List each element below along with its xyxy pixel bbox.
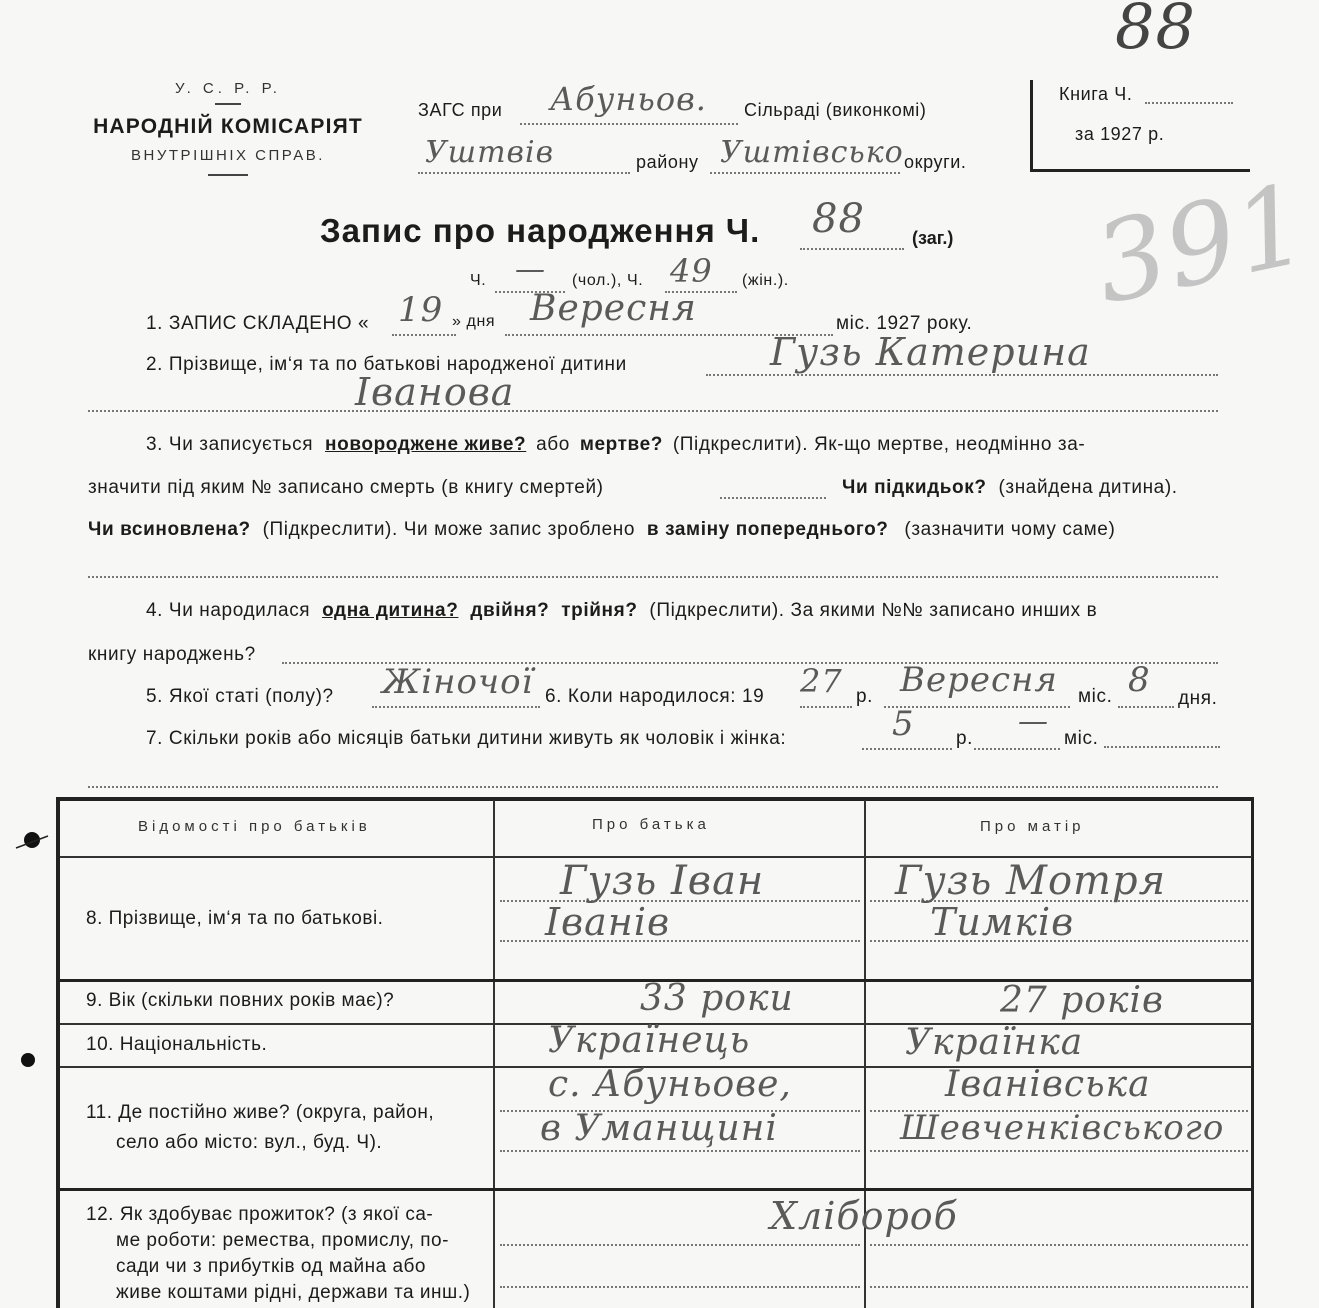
- row12-label-1: 12. Як здобуває прожиток? (з якої са-: [86, 1204, 434, 1225]
- zags-prefix: ЗАГС при: [418, 100, 503, 120]
- mother-nationality: Українка: [905, 1022, 1084, 1063]
- handwritten-day: 19: [398, 290, 444, 330]
- council-label: Сільраді (виконкомі): [744, 100, 927, 120]
- handwritten-record-number: 88: [812, 196, 865, 242]
- dotted-line: [88, 410, 1218, 412]
- father-residence-2: в Уманщині: [540, 1108, 778, 1149]
- item3-line3: [88, 519, 1115, 541]
- header-left: [78, 80, 378, 176]
- dotted-line: [1145, 102, 1233, 104]
- handwritten-months-married: —: [1018, 704, 1049, 739]
- total-suffix: (заг.): [912, 228, 954, 248]
- item3-label: 3. Чи записується: [146, 434, 314, 455]
- months-suffix: міс.: [1064, 728, 1099, 749]
- dotted-line: [520, 123, 738, 125]
- handwritten-village: Абуньов.: [550, 80, 707, 118]
- adopted-option: Чи всиновлена?: [88, 519, 251, 540]
- dotted-line: [800, 248, 904, 250]
- single-option: одна дитина?: [322, 600, 459, 621]
- row12-label-4: живе коштами рідні, держави та инш.): [116, 1282, 471, 1303]
- dotted-line: [706, 374, 1218, 376]
- row9-label: 9. Вік (скільки повних років має)?: [86, 990, 395, 1011]
- record-title: Запис про народження Ч.: [320, 212, 761, 249]
- mother-age: 27 років: [1000, 980, 1164, 1021]
- raion-label: району: [636, 152, 699, 172]
- row11-label-1: 11. Де постійно живе? (округа, район,: [86, 1102, 435, 1123]
- dotted-line: [500, 1244, 860, 1246]
- item7-label: 7. Скільки років або місяців батьки дитини живуть як чоловік і жінка:: [146, 728, 787, 749]
- ink-blot: [18, 1048, 48, 1078]
- item1-label: 1. ЗАПИС СКЛАДЕНО «: [146, 313, 370, 334]
- dotted-line: [870, 1150, 1248, 1152]
- col-header-mother: Про матір: [980, 818, 1085, 835]
- commissariat-title: НАРОДНІЙ КОМІСАРІЯТ: [93, 115, 363, 138]
- dotted-line: [974, 748, 1060, 750]
- item4-line1: [146, 600, 1097, 622]
- department-title: ВНУТРІШНІХ СПРАВ.: [131, 147, 325, 164]
- row11-label-2: село або місто: вул., буд. Ч).: [116, 1132, 383, 1153]
- or-label: або: [536, 434, 570, 455]
- dead-option: мертве?: [579, 434, 663, 455]
- mother-patronymic: Тимків: [930, 900, 1075, 944]
- triplets-option: трійня?: [561, 600, 638, 621]
- handwritten-okruha: Уштівсько: [720, 135, 904, 170]
- dotted-line: [800, 706, 852, 708]
- handwritten-male-count: —: [515, 252, 546, 287]
- mother-residence-1: Іванівська: [945, 1064, 1151, 1105]
- father-patronymic: Іванів: [545, 900, 671, 944]
- twins-option: двійня?: [470, 600, 550, 621]
- row8-label: 8. Прізвище, ім‘я та по батькові.: [86, 908, 384, 929]
- dotted-line: [500, 1286, 860, 1288]
- row10-label: 10. Національність.: [86, 1034, 268, 1055]
- year-suffix: р.: [856, 686, 874, 707]
- dotted-line: [88, 786, 1218, 788]
- faint-stamp-number: 391: [1084, 159, 1319, 329]
- dotted-line: [1118, 706, 1174, 708]
- item5-label: 5. Якої статі (полу)?: [146, 686, 334, 707]
- month-suffix: міс.: [1078, 686, 1113, 707]
- col-header-parents: Відомості про батьків: [138, 818, 371, 835]
- handwritten-birth-month: Вересня: [900, 660, 1058, 700]
- book-label: Книга Ч.: [1059, 84, 1133, 104]
- dotted-line: [392, 334, 456, 336]
- divider: [208, 174, 248, 176]
- item3-line3-tail: (зазначити чому саме): [904, 519, 1116, 540]
- item3-line2-right: [842, 477, 1178, 499]
- handwritten-years-married: 5: [892, 704, 915, 744]
- divider: [215, 103, 241, 105]
- years-suffix: р.: [956, 728, 974, 749]
- handwritten-sex: Жіночої: [382, 662, 534, 702]
- state-abbr: У. С. Р. Р.: [175, 80, 281, 97]
- item1-day-label: » дня: [452, 313, 496, 330]
- dotted-line: [720, 497, 826, 499]
- alive-option: новороджене живе?: [325, 434, 527, 455]
- dotted-line: [870, 1244, 1248, 1246]
- row12-label-3: сади чи з прибутків од майна або: [116, 1256, 426, 1277]
- dotted-line: [500, 1150, 860, 1152]
- item3-line1: [146, 434, 1085, 456]
- item1-tail: міс. 1927 року.: [836, 313, 973, 334]
- okruha-label: округи.: [904, 152, 967, 172]
- mother-name: Гузь Мотря: [895, 858, 1167, 904]
- father-age: 33 роки: [640, 978, 794, 1019]
- item3-tail: (Підкреслити). Як-що мертве, неодмінно за-: [672, 434, 1086, 455]
- mother-occupation: Хлібороб: [770, 1194, 958, 1238]
- male-prefix: Ч.: [470, 272, 487, 289]
- father-nationality: Українець: [548, 1020, 751, 1061]
- ink-blot: [10, 822, 50, 862]
- handwritten-month: Вересня: [530, 288, 697, 329]
- item4-line2: книгу народжень?: [88, 644, 256, 665]
- handwritten-child-patronymic: Іванова: [355, 370, 515, 414]
- father-name: Гузь Іван: [560, 858, 765, 904]
- corner-handwritten-number: 88: [1115, 0, 1196, 63]
- dotted-line: [870, 1286, 1248, 1288]
- handwritten-child-name: Гузь Катерина: [770, 330, 1091, 374]
- mother-residence-2: Шевченківського: [900, 1108, 1225, 1148]
- table-divider: [60, 1188, 1252, 1191]
- male-label: (чол.), Ч.: [572, 272, 644, 289]
- dotted-line: [862, 748, 952, 750]
- item4-tail: (Підкреслити). За якими №№ записано инших в: [649, 600, 1098, 621]
- book-box: [1030, 80, 1250, 172]
- dotted-line: [1104, 746, 1220, 748]
- col-header-father: Про батька: [592, 816, 710, 833]
- day-suffix: дня.: [1178, 688, 1218, 709]
- female-label: (жін.).: [742, 272, 789, 289]
- item3-line2-label: значити під яким № записано смерть (в книгу смертей): [88, 477, 604, 498]
- handwritten-raion: Уштвів: [425, 135, 555, 170]
- dotted-line: [710, 172, 900, 174]
- dotted-line: [88, 576, 1218, 578]
- dotted-line: [418, 172, 630, 174]
- item2-label: 2. Прізвище, ім‘я та по батькові народженої дитини: [146, 354, 627, 375]
- book-year: за 1927 р.: [1075, 124, 1165, 144]
- row12-label-2: ме роботи: ремества, промислу, по-: [116, 1230, 449, 1251]
- foundling-option: Чи підкидьок?: [842, 477, 987, 498]
- foundling-tail: (знайдена дитина).: [998, 477, 1178, 498]
- handwritten-birth-year: 27: [800, 662, 843, 700]
- item4-label: 4. Чи народилася: [146, 600, 311, 621]
- replace-option: в заміну попереднього?: [646, 519, 889, 540]
- dotted-line: [372, 706, 540, 708]
- handwritten-birth-day: 8: [1128, 660, 1151, 700]
- item3-line3-mid: (Підкреслити). Чи може запис зроблено: [262, 519, 636, 540]
- father-residence-1: с. Абуньове,: [548, 1064, 792, 1105]
- item6-label: 6. Коли народилося: 19: [545, 686, 765, 707]
- handwritten-female-count: 49: [670, 252, 713, 290]
- table-divider: [493, 800, 495, 1308]
